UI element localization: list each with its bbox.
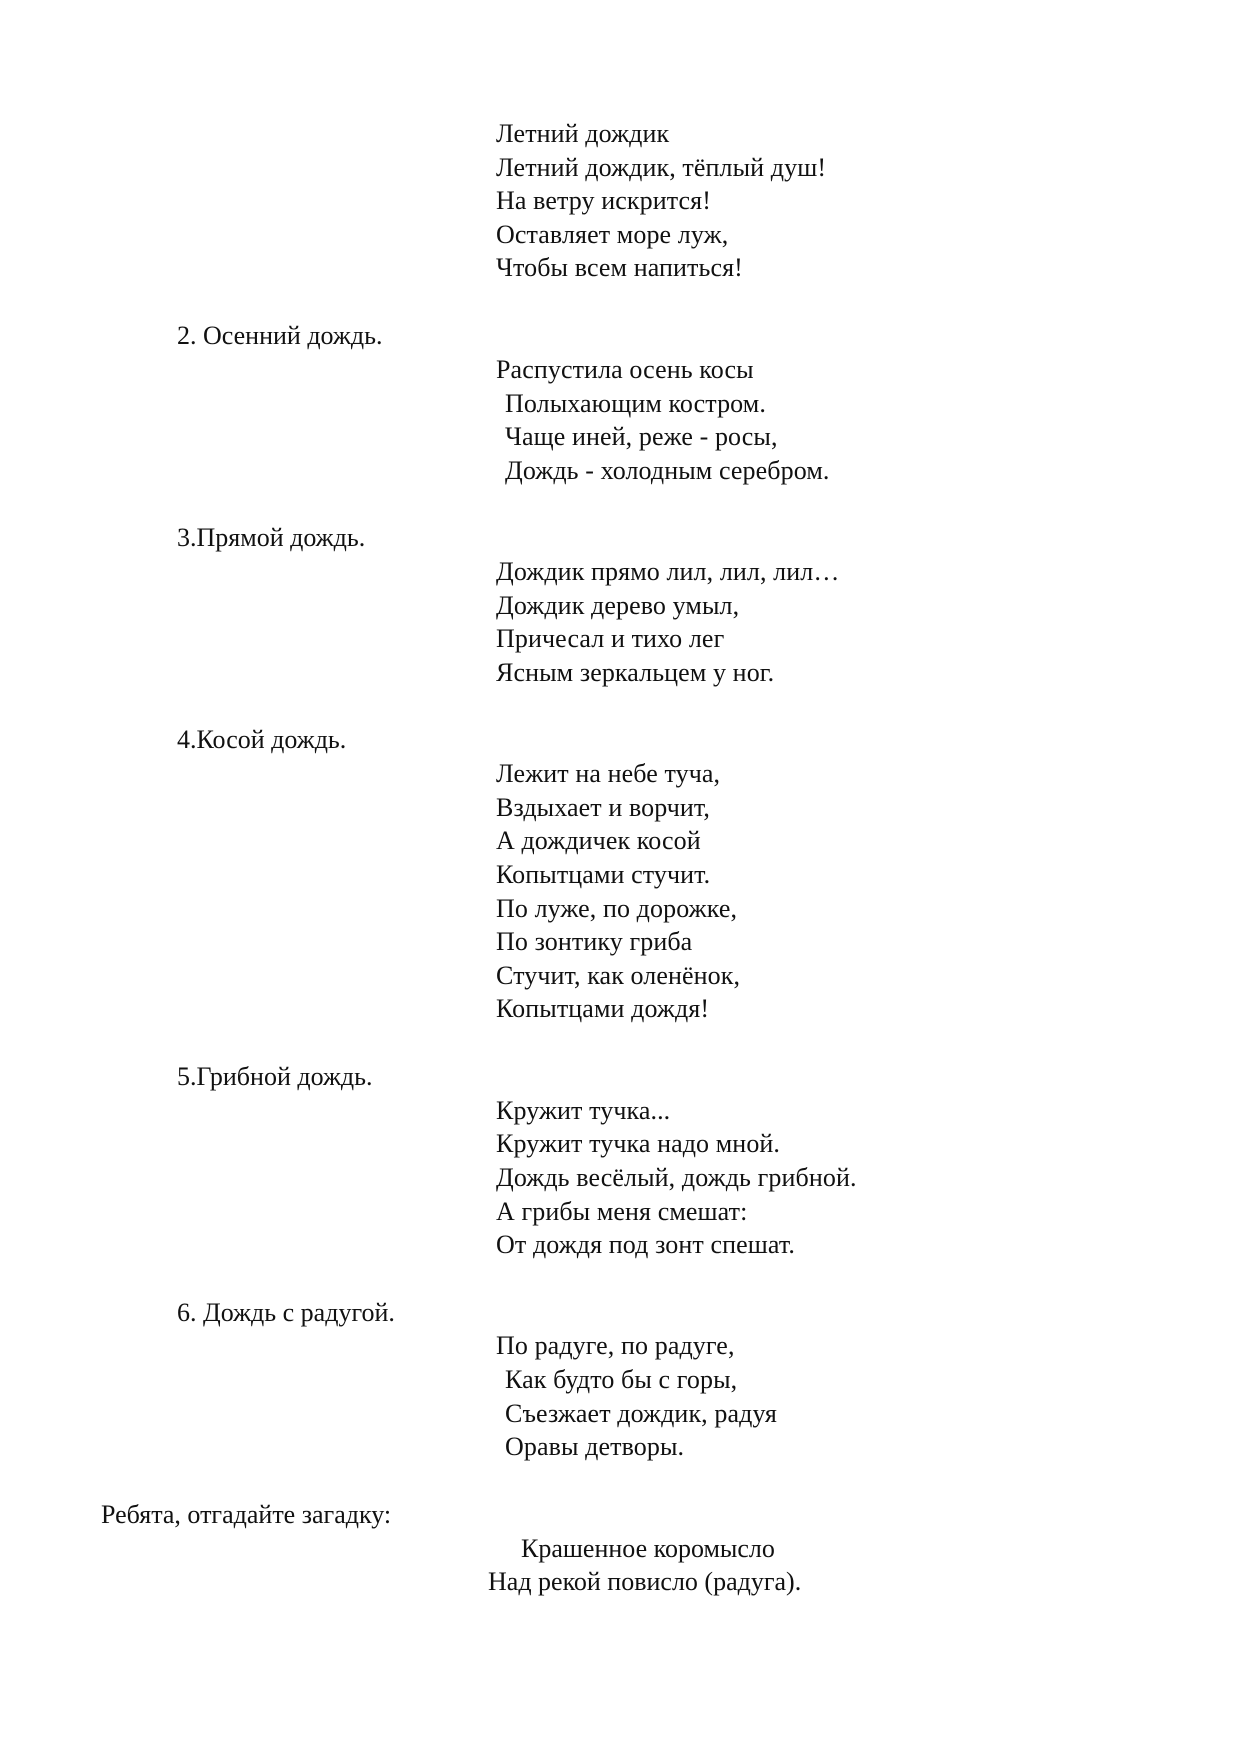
poem-line: Копытцами стучит. — [496, 860, 711, 889]
poem-line: А дождичек косой — [496, 826, 701, 855]
poem-line: На ветру искрится! — [496, 186, 711, 215]
poem-line: Ясным зеркальцем у ног. — [496, 658, 775, 687]
poem-line: Чаще иней, реже - росы, — [505, 422, 778, 451]
poem-line: Причесал и тихо лег — [496, 624, 725, 653]
poem-line: Лежит на небе туча, — [496, 759, 721, 788]
poem-line: А грибы меня смешат: — [496, 1197, 748, 1226]
poem-line: Чтобы всем напиться! — [496, 253, 743, 282]
poem-line: Съезжает дождик, радуя — [505, 1399, 777, 1428]
poem-line: От дождя под зонт спешат. — [496, 1230, 795, 1259]
poem-line: По луже, по дорожке, — [496, 894, 738, 923]
riddle-intro: Ребята, отгадайте загадку: — [101, 1500, 392, 1529]
poem-line: Дождь - холодным серебром. — [505, 456, 830, 485]
poem-line: Летний дождик — [496, 119, 670, 148]
poem-line: Кружит тучка... — [496, 1096, 671, 1125]
poem-line: По радуге, по радуге, — [496, 1331, 735, 1360]
poem-line: По зонтику гриба — [496, 927, 693, 956]
riddle-line: Над рекой повисло (радуга). — [488, 1567, 802, 1596]
section-heading: 3.Прямой дождь. — [177, 523, 366, 552]
section-heading: 2. Осенний дождь. — [177, 321, 383, 350]
poem-line: Как будто бы с горы, — [505, 1365, 738, 1394]
poem-line: Оравы детворы. — [505, 1432, 685, 1461]
poem-line: Вздыхает и ворчит, — [496, 793, 711, 822]
poem-line: Летний дождик, тёплый душ! — [496, 153, 827, 182]
poem-line: Дождик прямо лил, лил, лил… — [496, 557, 840, 586]
poem-line: Распустила осень косы — [496, 355, 754, 384]
poem-line: Оставляет море луж, — [496, 220, 729, 249]
poem-line: Дождь весёлый, дождь грибной. — [496, 1163, 857, 1192]
poem-line: Дождик дерево умыл, — [496, 591, 740, 620]
poem-line: Полыхающим костром. — [505, 389, 766, 418]
section-heading: 4.Косой дождь. — [177, 725, 347, 754]
riddle-line: Крашенное коромысло — [521, 1534, 775, 1563]
section-heading: 6. Дождь с радугой. — [177, 1298, 395, 1327]
poem-line: Копытцами дождя! — [496, 994, 710, 1023]
poem-line: Стучит, как оленёнок, — [496, 961, 741, 990]
section-heading: 5.Грибной дождь. — [177, 1062, 373, 1091]
poem-line: Кружит тучка надо мной. — [496, 1129, 781, 1158]
